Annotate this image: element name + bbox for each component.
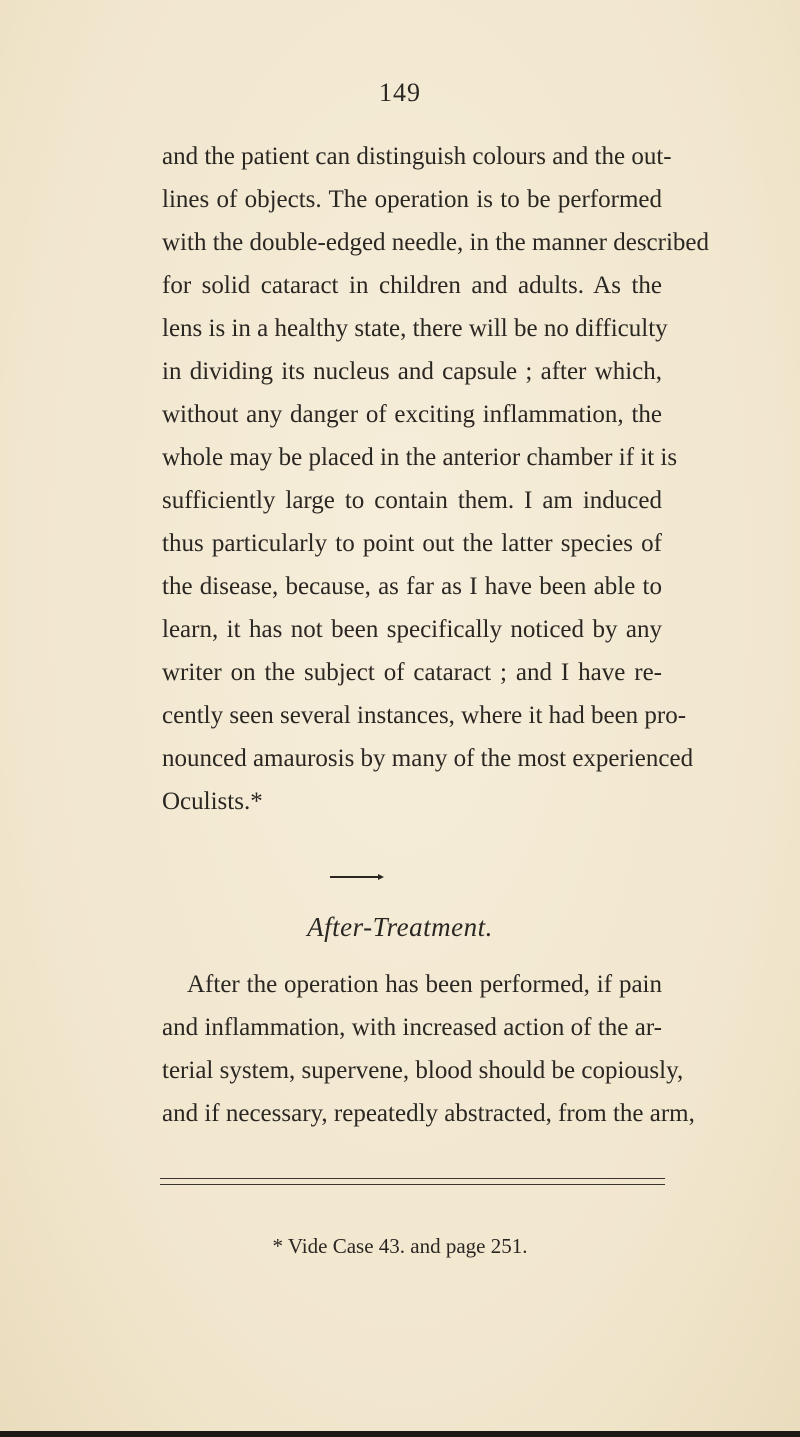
- body-line: and the patient can distinguish colours and the out-: [162, 143, 672, 170]
- body-line: cently seen several instances, where it had been pro-: [162, 702, 687, 729]
- body-line: the disease, because, as far as I have been able to: [162, 573, 662, 600]
- body-line: lens is in a healthy state, there will be no difficulty: [162, 315, 668, 342]
- body-line: thus particularly to point out the latter species of: [162, 530, 662, 557]
- body-line: Oculists.*: [162, 788, 263, 815]
- footnote: * Vide Case 43. and page 251.: [272, 1234, 528, 1258]
- page-number: 149: [379, 78, 421, 107]
- body-line: sufficiently large to contain them. I am induced: [162, 487, 662, 514]
- body-line: with the double-edged needle, in the manner described: [162, 229, 710, 256]
- page-edge: [0, 1431, 800, 1437]
- body-line: nounced amaurosis by many of the most experienced: [162, 745, 694, 772]
- section-heading: After-Treatment.: [307, 912, 493, 942]
- section-line: After the operation has been performed, if pain: [187, 971, 662, 998]
- section-line: and if necessary, repeatedly abstracted, from the arm,: [162, 1100, 695, 1127]
- section-line: terial system, supervene, blood should be copiously,: [162, 1057, 684, 1084]
- footnote-rule: [160, 1178, 665, 1179]
- section-ornament: [330, 876, 378, 878]
- footnote-rule: [160, 1184, 665, 1185]
- body-line: in dividing its nucleus and capsule ; after which,: [162, 358, 662, 385]
- body-line: learn, it has not been specifically noticed by any: [162, 616, 662, 643]
- body-line: without any danger of exciting inflammation, the: [162, 401, 662, 428]
- body-line: for solid cataract in children and adults. As the: [162, 272, 662, 299]
- body-line: lines of objects. The operation is to be performed: [162, 186, 662, 213]
- section-line: and inflammation, with increased action of the ar-: [162, 1014, 662, 1041]
- body-line: writer on the subject of cataract ; and I have re-: [162, 659, 662, 686]
- body-line: whole may be placed in the anterior chamber if it is: [162, 444, 678, 471]
